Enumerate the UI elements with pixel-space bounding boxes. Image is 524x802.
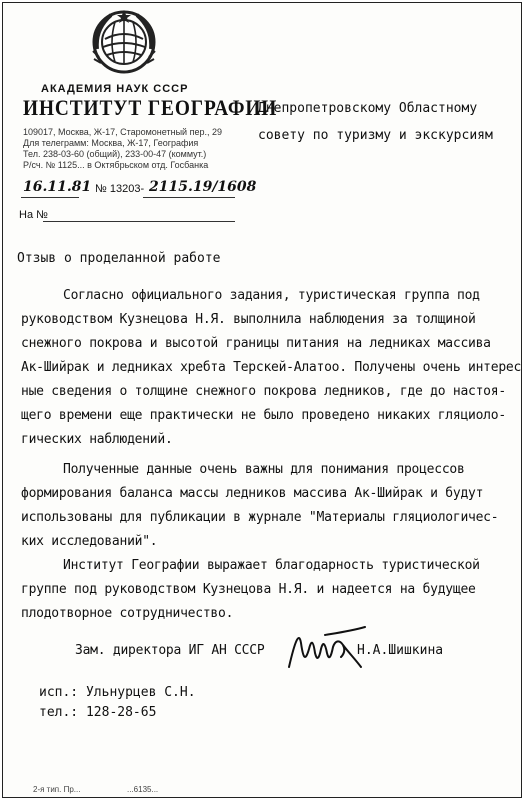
- body-line: Ак-Шийрак и ледниках хребта Терскей-Алатоо. Получены очень интерес: [21, 360, 522, 375]
- print-mark: 2-я тип. Пр...: [33, 785, 81, 794]
- body-line: гических наблюдений.: [21, 432, 173, 447]
- body-line: ких исследований".: [21, 534, 158, 549]
- registration-date: 16.11.81: [23, 179, 92, 195]
- address-line: 109017, Москва, Ж-17, Старомонетный пер., 29: [23, 127, 222, 137]
- address-line: Тел. 238-03-60 (общий), 233-00-47 (коммут.): [23, 149, 207, 159]
- subject-heading: Отзыв о проделанной работе: [17, 251, 221, 266]
- address-line: Р/сч. № 1125... в Октябрьском отд. Госбанка: [23, 160, 209, 170]
- recipient-line-1: Днепропетровскому Областному: [258, 101, 478, 116]
- body-line: формирования баланса массы ледников массива Ак-Шийрак и будут: [21, 486, 484, 501]
- academy-emblem-icon: [91, 9, 157, 75]
- order-number: ...6135...: [127, 785, 159, 794]
- letter-page: [2, 2, 522, 798]
- address-line: Для телеграмм: Москва, Ж-17, География: [23, 138, 199, 148]
- reference-label: На №: [19, 209, 48, 221]
- registration-number: 2115.19/1608: [149, 179, 257, 195]
- body-line: ные сведения о толщине снежного покрова ледников, где до настоя-: [21, 384, 506, 399]
- executor-name: исп.: Ульнурцев С.Н.: [39, 685, 196, 700]
- body-line: щего времени еще практически не было проведено никаких гляциоло-: [21, 408, 506, 423]
- body-line: Полученные данные очень важны для понимания процессов: [63, 462, 465, 477]
- signatory-position: Зам. директора ИГ АН СССР: [75, 643, 265, 658]
- body-line: использованы для публикации в журнале "Материалы гляциологичес-: [21, 510, 499, 525]
- body-line: Согласно официального задания, туристическая группа под: [63, 288, 480, 303]
- executor-phone: тел.: 128-28-65: [39, 705, 157, 720]
- body-line: руководством Кузнецова Н.Я. выполнила наблюдения за толщиной: [21, 312, 476, 327]
- registration-number-label: № 13203-: [95, 183, 145, 195]
- body-line: снежного покрова и высотой границы питания на ледниках массива: [21, 336, 491, 351]
- body-line: группе под руководством Кузнецова Н.Я. и надеется на будущее: [21, 582, 476, 597]
- body-line: плодотворное сотрудничество.: [21, 606, 234, 621]
- recipient-line-2: совету по туризму и экскурсиям: [258, 128, 493, 143]
- number-underline: [143, 197, 235, 198]
- signatory-name: Н.А.Шишкина: [357, 643, 444, 658]
- academy-name: АКАДЕМИЯ НАУК СССР: [41, 83, 189, 95]
- body-line: Институт Географии выражает благодарность туристической: [63, 558, 480, 573]
- reference-underline: [43, 221, 235, 222]
- institute-name: ИНСТИТУТ ГЕОГРАФИИ: [23, 95, 278, 120]
- date-underline: [21, 197, 79, 198]
